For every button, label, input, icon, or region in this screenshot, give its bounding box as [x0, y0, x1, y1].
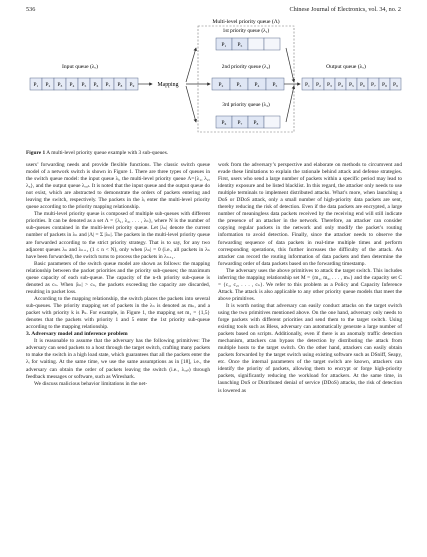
left-paragraph-4: According to the mapping relationship, the switch places the packets into several sub-queues. The priority mapping set of packets in the λₙ is denoted as mₙ, and a packet with priority k is Pₖ. For example, in Figure 1, the mapping set m₁ = {1,5} denotes that the packets with priority 1 and 5 enter the 1st priority sub-queue according to the mapping relationship.	[26, 295, 210, 331]
packet-label: P₂	[45, 82, 51, 88]
packet-label: P₈	[253, 120, 259, 126]
arrow-q1-out	[286, 48, 294, 82]
input-queue-label: Input queue (λₒ)	[61, 64, 99, 70]
output-queue-label: Output queue (λₒ)	[326, 64, 366, 70]
q2-label: 2nd priority queue (λ₂)	[221, 64, 271, 70]
left-paragraph-5: It is reasonable to assume that the adversary has the following primitives: The adversary can send packets to a host through the target switch, crafting many packets to make the switch in a high load state, which guarantees that all the packets enter the λᵢ for waiting. At the same time, we use the same assumptions as in [18], i.e., the adversary can obtain the order of packets leaving the switch (i.e., λₒᵤₜ) through feedback messages or software, such as Wireshark.	[26, 338, 210, 380]
left-column	[26, 162, 210, 388]
packet-label: P₇	[105, 82, 111, 88]
multi-level-label: Multi-level priority queue (Λ)	[212, 19, 280, 25]
packet-label: P₇	[371, 82, 376, 88]
packet-label: P₃	[327, 82, 332, 88]
packet-label: P₂	[218, 82, 224, 88]
packet-label: P₃	[57, 82, 63, 88]
output-queue	[302, 78, 401, 90]
right-paragraph-2: The adversary uses the above primitives to attack the target switch. This includes inferring the mapping relationship set M = {m₁, m₂, . . . , mₙ} and the capacity set C = {c₁, c₂, . . . , cₙ}. We refer to this problem as a Policy and Capacity Inference Attack. The attack is also applicable to any other priority queue models that meet the above primitives.	[218, 267, 402, 302]
packet-label: P₅	[81, 82, 87, 88]
packet-label: P₉	[129, 82, 135, 88]
packet-label: P₃	[236, 82, 242, 88]
left-paragraph-6: We discuss malicious behavior limitations in the net-	[34, 380, 148, 387]
mapping-label: Mapping	[157, 82, 179, 88]
q3-label: 3rd priority queue (λ₃)	[222, 102, 270, 108]
queue-1	[216, 38, 280, 50]
caption-label: Figure 1	[26, 150, 46, 156]
right-column	[218, 162, 402, 395]
arrow-map-q1	[186, 48, 196, 82]
packet-label: P₄	[254, 82, 260, 88]
right-paragraph-3: It is worth noting that adversary can easily conduct attacks on the target switch using the two primitives mentioned above. On the one hand, adversary only needs to forge packets with different priorities and send them to the target switch. Using existing tools such as Bless, adversary can automatically generate a large number of packets based on scripts. Additionally, even if there is an anomaly traffic detection mechanism, attackers can bypass the detection by distributing the attack from multiple hosts to the target switch. On the other hand, attackers can easily obtain packets forwarded by the target switch using existing software such as DSniff, Seapy, etc. Once the internal parameters of the target switch are known, attackers can identify the priority of packets, allowing them to encrypt or forge high-priority packets, significantly reducing the workload for attackers. At the same time, in launching DoS or Distributed denial of service (DDoS) attacks, the risk of detection is lowered as	[218, 302, 402, 394]
section-heading: 3. Adversary model and inference problem	[26, 331, 128, 338]
page-number: 536	[26, 6, 36, 13]
q1-label: 1st priority queue (λ₁)	[222, 28, 270, 34]
packet-label: P₅	[237, 42, 243, 48]
left-paragraph-2: The multi-level priority queue is composed of multiple sub-queues with different priorities. It can be denoted as a set Λ = {λ₁, λ₂, . . . , λₙ}, where N is the number of sub-queues contained in the multi-level priority queue. Let |λₙ| denote the current number of packets in λₙ and |Λ| = Σ |λₙ|. The packets in the multi-level priority queue are forwarded according to the strict priority strategy. That is to say, for any two adjacent queues λₙ and λₙ₊₁ (1 ≤ n < N), only when |λₙ| = 0 (i.e., all packets in λₙ have been forwarded), the switch turns to process the packets in λₙ₊₁.	[26, 211, 210, 260]
packet-label: P₉	[393, 82, 398, 88]
packet-label: P₁	[221, 42, 227, 48]
queue-3	[216, 116, 280, 128]
running-header	[26, 6, 401, 16]
packet-label: P₅	[349, 82, 354, 88]
figure-caption	[26, 150, 402, 156]
packet-label: P₆	[93, 82, 99, 88]
queue-cell	[264, 38, 280, 50]
packet-label: P₇	[237, 120, 243, 126]
queue-2	[212, 78, 284, 90]
packet-label: P₄	[338, 82, 343, 88]
packet-label: P₈	[117, 82, 123, 88]
packet-label: P₄	[69, 82, 75, 88]
right-paragraph-1: work from the adversary’s perspective and elaborate on methods to circumvent and evade these limitations to explain the rationale behind attack and defense strategies. First, users who send a large number of packets within a specific period may lead to identity exposure and be listed blacklist. In this regard, the attacker only needs to use multiple terminals to implement distributed attacks. What’s more, when launching a DoS or DDoS attack, only a small number of high-priority data packets are sent, thereby reducing the risk of detection. Even if the data packets are encrypted, a large number of meaningless data packets received by the receiving end will still indicate the presence of an attacker in the network. Therefore, an attacker can consider copying regular packets in the network and only modify the packet’s routing information to avoid detection. Finally, since the attacker needs to observe the forwarding sequence of data packets in real-time multiple times and perform corresponding operations, this further increases the difficulty of the attack. An attacker can record the routing information of data packets and then determine the forwarding order of data packets based on the forwarding timestamp.	[218, 162, 402, 267]
arrow-map-q3	[186, 86, 196, 122]
arrow-q3-out	[286, 86, 294, 122]
queue-cell	[248, 38, 264, 50]
left-paragraph-1: users’ forwarding needs and provide flexible functions. The classic switch queue model of a network switch is shown in Figure 1. There are three types of queues in the switch queue model: the input queue λᵢ, the multi-level priority queue Λ={λ₁, λ₂, λ₃}, and the output queue λₒᵤₜ. It is noted that the input queue and the output queue do not exist, which are abstracted to demonstrate the orders of packets entering and leaving the switch, respectively. The packets in the λᵢ enter the multi-level priority queue according to the priority mapping relationship.	[26, 162, 210, 211]
figure-1	[26, 16, 402, 150]
priority-queue-diagram	[26, 16, 402, 150]
input-queue	[30, 78, 138, 90]
packet-label: P₂	[316, 82, 321, 88]
packet-label: P₁	[305, 82, 310, 88]
packet-label: P₈	[382, 82, 387, 88]
journal-title: Chinese Journal of Electronics, vol. 34, no. 2	[289, 6, 401, 13]
packet-label: P₆	[221, 120, 227, 126]
left-paragraph-3: Basic parameters of the switch queue model are shown as follows: the mapping relationship between the packet priorities and the priority sub-queues; the maximum queue capacity of each sub-queue. The capacity of the n-th priority sub-queue is denoted as cₙ. When |λₙ| > cₙ, the packets exceeding the capacity are discarded, resulting in packet loss.	[26, 260, 210, 295]
packet-label: P₆	[360, 82, 365, 88]
queue-cell	[264, 116, 280, 128]
packet-label: P₅	[272, 82, 278, 88]
caption-text: A multi-level priority queue example with 3 sub-queues.	[46, 150, 169, 156]
packet-label: P₁	[33, 82, 39, 88]
